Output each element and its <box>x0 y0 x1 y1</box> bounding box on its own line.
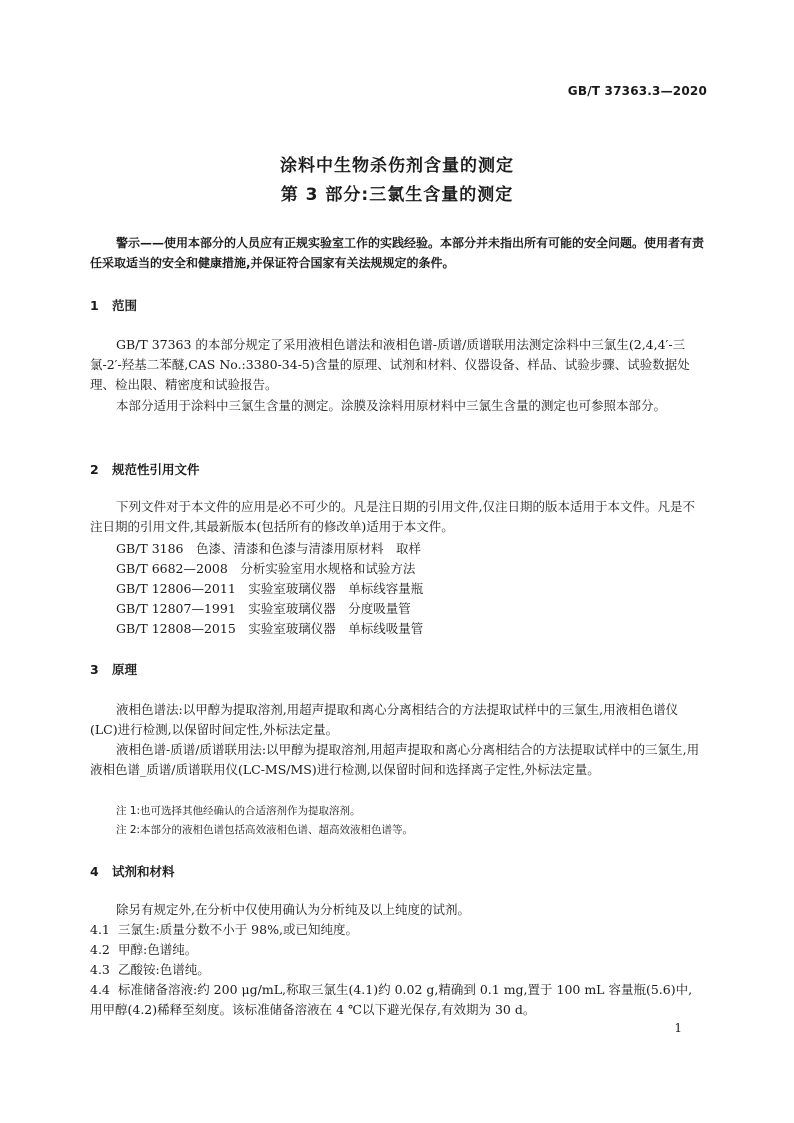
section-number: 4 <box>90 864 99 879</box>
page-number: 1 <box>674 1021 682 1035</box>
section-heading-references <box>90 460 200 478</box>
warning-paragraph: 警示——使用本部分的人员应有正规实验室工作的实践经验。本部分并未指出所有可能的安全问题。使用者有责任采取适当的安全和健康措施,并保证符合国家有关法规规定的条件。 <box>90 236 705 270</box>
reference-item: GB/T 12806—2011 实验室玻璃仪器 单标线容量瓶 <box>116 581 424 596</box>
standard-number: GB/T 37363.3—2020 <box>567 84 707 98</box>
section-heading-scope <box>90 296 137 314</box>
section-heading-reagents <box>90 862 175 880</box>
references-intro: 下列文件对于本文件的应用是必不可少的。凡是注日期的引用文件,仅注日期的版本适用于本文件。凡是不注日期的引用文件,其最新版本(包括所有的修改单)适用于本文件。 <box>90 499 695 534</box>
section-title: 原理 <box>112 662 138 677</box>
reference-item: GB/T 6682—2008 分析实验室用水规格和试验方法 <box>116 561 416 576</box>
section-title: 规范性引用文件 <box>112 462 200 477</box>
principle-paragraph-1: 液相色谱法:以甲醇为提取溶剂,用超声提取和离心分离相结合的方法提取试样中的三氯生,用液相色谱仪(LC)进行检测,以保留时间定性,外标法定量。 <box>90 702 679 737</box>
reagents-intro: 除另有规定外,在分析中仅使用确认为分析纯及以上纯度的试剂。 <box>116 902 470 917</box>
scope-paragraph-2: 本部分适用于涂料中三氯生含量的测定。涂膜及涂料用原材料中三氯生含量的测定也可参照本部分。 <box>116 398 667 413</box>
reagent-item-text: 三氯生:质量分数不小于 98%,或已知纯度。 <box>118 922 358 937</box>
reagent-item <box>90 940 704 960</box>
reference-item: GB/T 12807—1991 实验室玻璃仪器 分度吸量管 <box>116 601 411 616</box>
section-title: 试剂和材料 <box>112 864 175 879</box>
reagent-item-number: 4.2 <box>90 942 110 957</box>
reagent-item-text: 乙酸铵:色谱纯。 <box>118 962 210 977</box>
reference-item: GB/T 12808—2015 实验室玻璃仪器 单标线吸量管 <box>116 621 424 636</box>
reference-item: GB/T 3186 色漆、清漆和色漆与清漆用原材料 取样 <box>116 541 422 556</box>
principle-note-2: 注 2:本部分的液相色谱包括高效液相色谱、超高效液相色谱等。 <box>116 824 414 836</box>
document-subtitle: 第 3 部分:三氯生含量的测定 <box>280 185 514 205</box>
section-number: 1 <box>90 298 99 313</box>
reagent-item <box>90 920 704 940</box>
reagent-item-number: 4.4 <box>90 982 110 997</box>
reagent-item-number: 4.3 <box>90 962 110 977</box>
section-number: 3 <box>90 662 99 677</box>
reagent-item <box>90 960 704 980</box>
section-heading-principle <box>90 660 137 678</box>
reagent-item <box>90 980 704 1020</box>
reagent-item-text: 甲醇:色谱纯。 <box>118 942 198 957</box>
reagent-item-text: 标准储备溶液:约 200 μg/mL,称取三氯生(4.1)约 0.02 g,精确到 0.1 mg,置于 100 mL 容量瓶(5.6)中,用甲醇(4.2)稀释至刻度。该标准储备溶液在 4 ℃以下避光保存,有效期为 30 d。 <box>90 982 693 1017</box>
reagent-item-number: 4.1 <box>90 922 110 937</box>
principle-paragraph-2: 液相色谱-质谱/质谱联用法:以甲醇为提取溶剂,用超声提取和离心分离相结合的方法提取试样中的三氯生,用液相色谱_质谱/质谱联用仪(LC-MS/MS)进行检测,以保留时间和选择离子定性,外标法定量。 <box>90 742 700 777</box>
principle-note-1: 注 1:也可选择其他经确认的合适溶剂作为提取溶剂。 <box>116 805 361 817</box>
section-number: 2 <box>90 462 99 477</box>
section-title: 范围 <box>112 298 138 313</box>
document-title: 涂料中生物杀伤剂含量的测定 <box>280 156 514 176</box>
scope-paragraph-1: GB/T 37363 的本部分规定了采用液相色谱法和液相色谱-质谱/质谱联用法测定涂料中三氯生(2,4,4′-三氯-2′-羟基二苯醚,CAS No.:3380-34-5)含量的原理、试剂和材料、仪器设备、样品、试验步骤、试验数据处理、检出限、精密度和试验报告。 <box>90 337 690 392</box>
